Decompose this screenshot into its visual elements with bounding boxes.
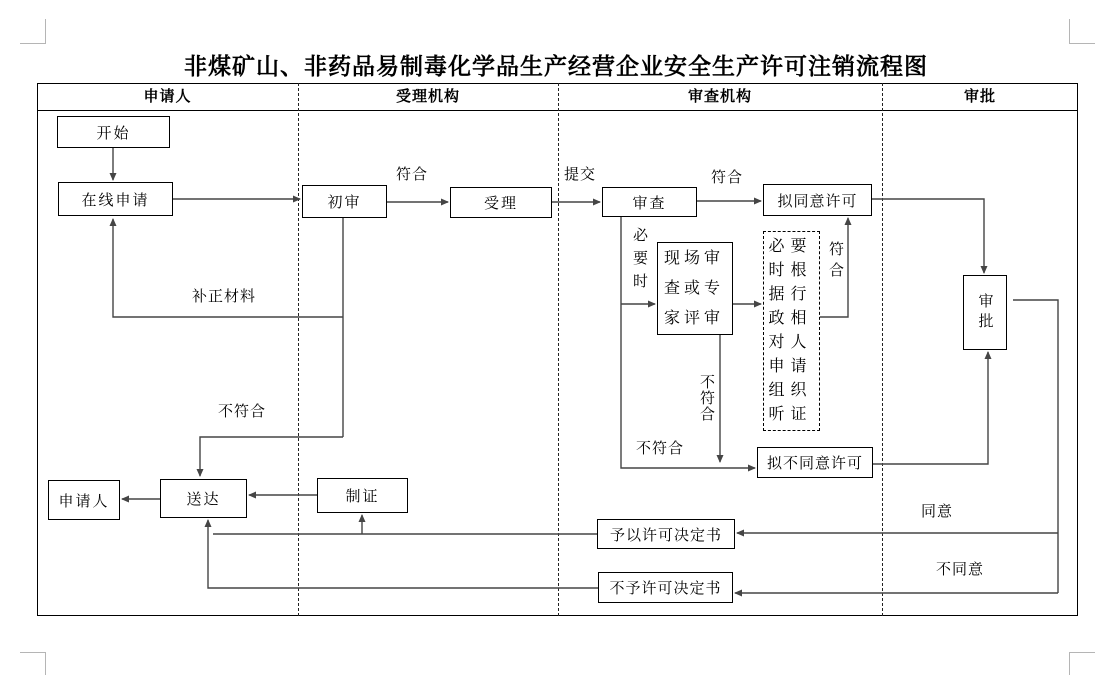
node-online-apply [58, 182, 173, 216]
node-propose-reject [757, 447, 873, 478]
node-review [602, 187, 697, 217]
edge-label-not-conform-site: 不符合 [698, 374, 715, 422]
node-grant-decision [597, 519, 735, 549]
node-label: 初审 [327, 194, 362, 211]
node-label: 送达 [186, 491, 221, 508]
node-approval [963, 275, 1007, 350]
node-label: 现场审查或专家评审 [664, 249, 725, 327]
node-start [57, 116, 170, 148]
node-label: 开始 [96, 124, 131, 142]
node-label: 制证 [345, 488, 380, 505]
node-label: 予以许可决定书 [609, 526, 722, 544]
node-applicant [48, 480, 120, 520]
node-label: 审批 [976, 292, 994, 333]
edge-reject-approval [873, 352, 988, 464]
lane-header-applicant: 申请人 [143, 88, 192, 105]
node-label: 必要时根据行政相对人申请组织听证 [768, 238, 813, 423]
node-label: 拟不同意许可 [766, 455, 863, 472]
node-initial-review [302, 185, 387, 218]
lane-header-approval: 审批 [963, 88, 996, 105]
lane-header-acceptance: 受理机构 [395, 88, 460, 105]
edge-label-not-conform-initial: 不符合 [218, 403, 267, 420]
edge-deny-deliver [208, 520, 598, 588]
edge-label-submit: 提交 [564, 166, 597, 183]
page-title: 非煤矿山、非药品易制毒化学品生产经营企业安全生产许可注销流程图 [184, 54, 928, 79]
edge-label-conform-3: 符合 [827, 241, 844, 283]
node-onsite-review [657, 242, 733, 335]
node-propose-approve [763, 184, 872, 216]
node-label: 拟同意许可 [777, 192, 858, 210]
edge-label-supplement-materials: 补正材料 [192, 288, 257, 305]
edge-label-disagree: 不同意 [936, 561, 985, 578]
node-make-certificate [317, 478, 408, 513]
edge-approval-right [1013, 300, 1058, 593]
edge-label-conform-2: 符合 [711, 169, 744, 186]
lane-header-examination: 审查机构 [687, 88, 752, 105]
edge-label-when-necessary: 必要时 [631, 227, 648, 296]
node-deny-decision [598, 572, 733, 603]
node-label: 审查 [632, 194, 667, 212]
node-label: 不予许可决定书 [609, 580, 722, 597]
edge-propose-approve-approval [872, 199, 984, 273]
node-accept [450, 187, 552, 218]
edge-label-agree: 同意 [921, 503, 954, 520]
edge-label-conform-1: 符合 [396, 166, 429, 183]
node-deliver [160, 479, 247, 518]
node-label: 在线申请 [81, 191, 150, 209]
edge-label-not-conform-review: 不符合 [636, 440, 685, 457]
node-hearing [763, 231, 820, 431]
node-label: 受理 [483, 195, 518, 212]
node-label: 申请人 [58, 492, 110, 510]
edge-initial-deliver [200, 437, 343, 476]
